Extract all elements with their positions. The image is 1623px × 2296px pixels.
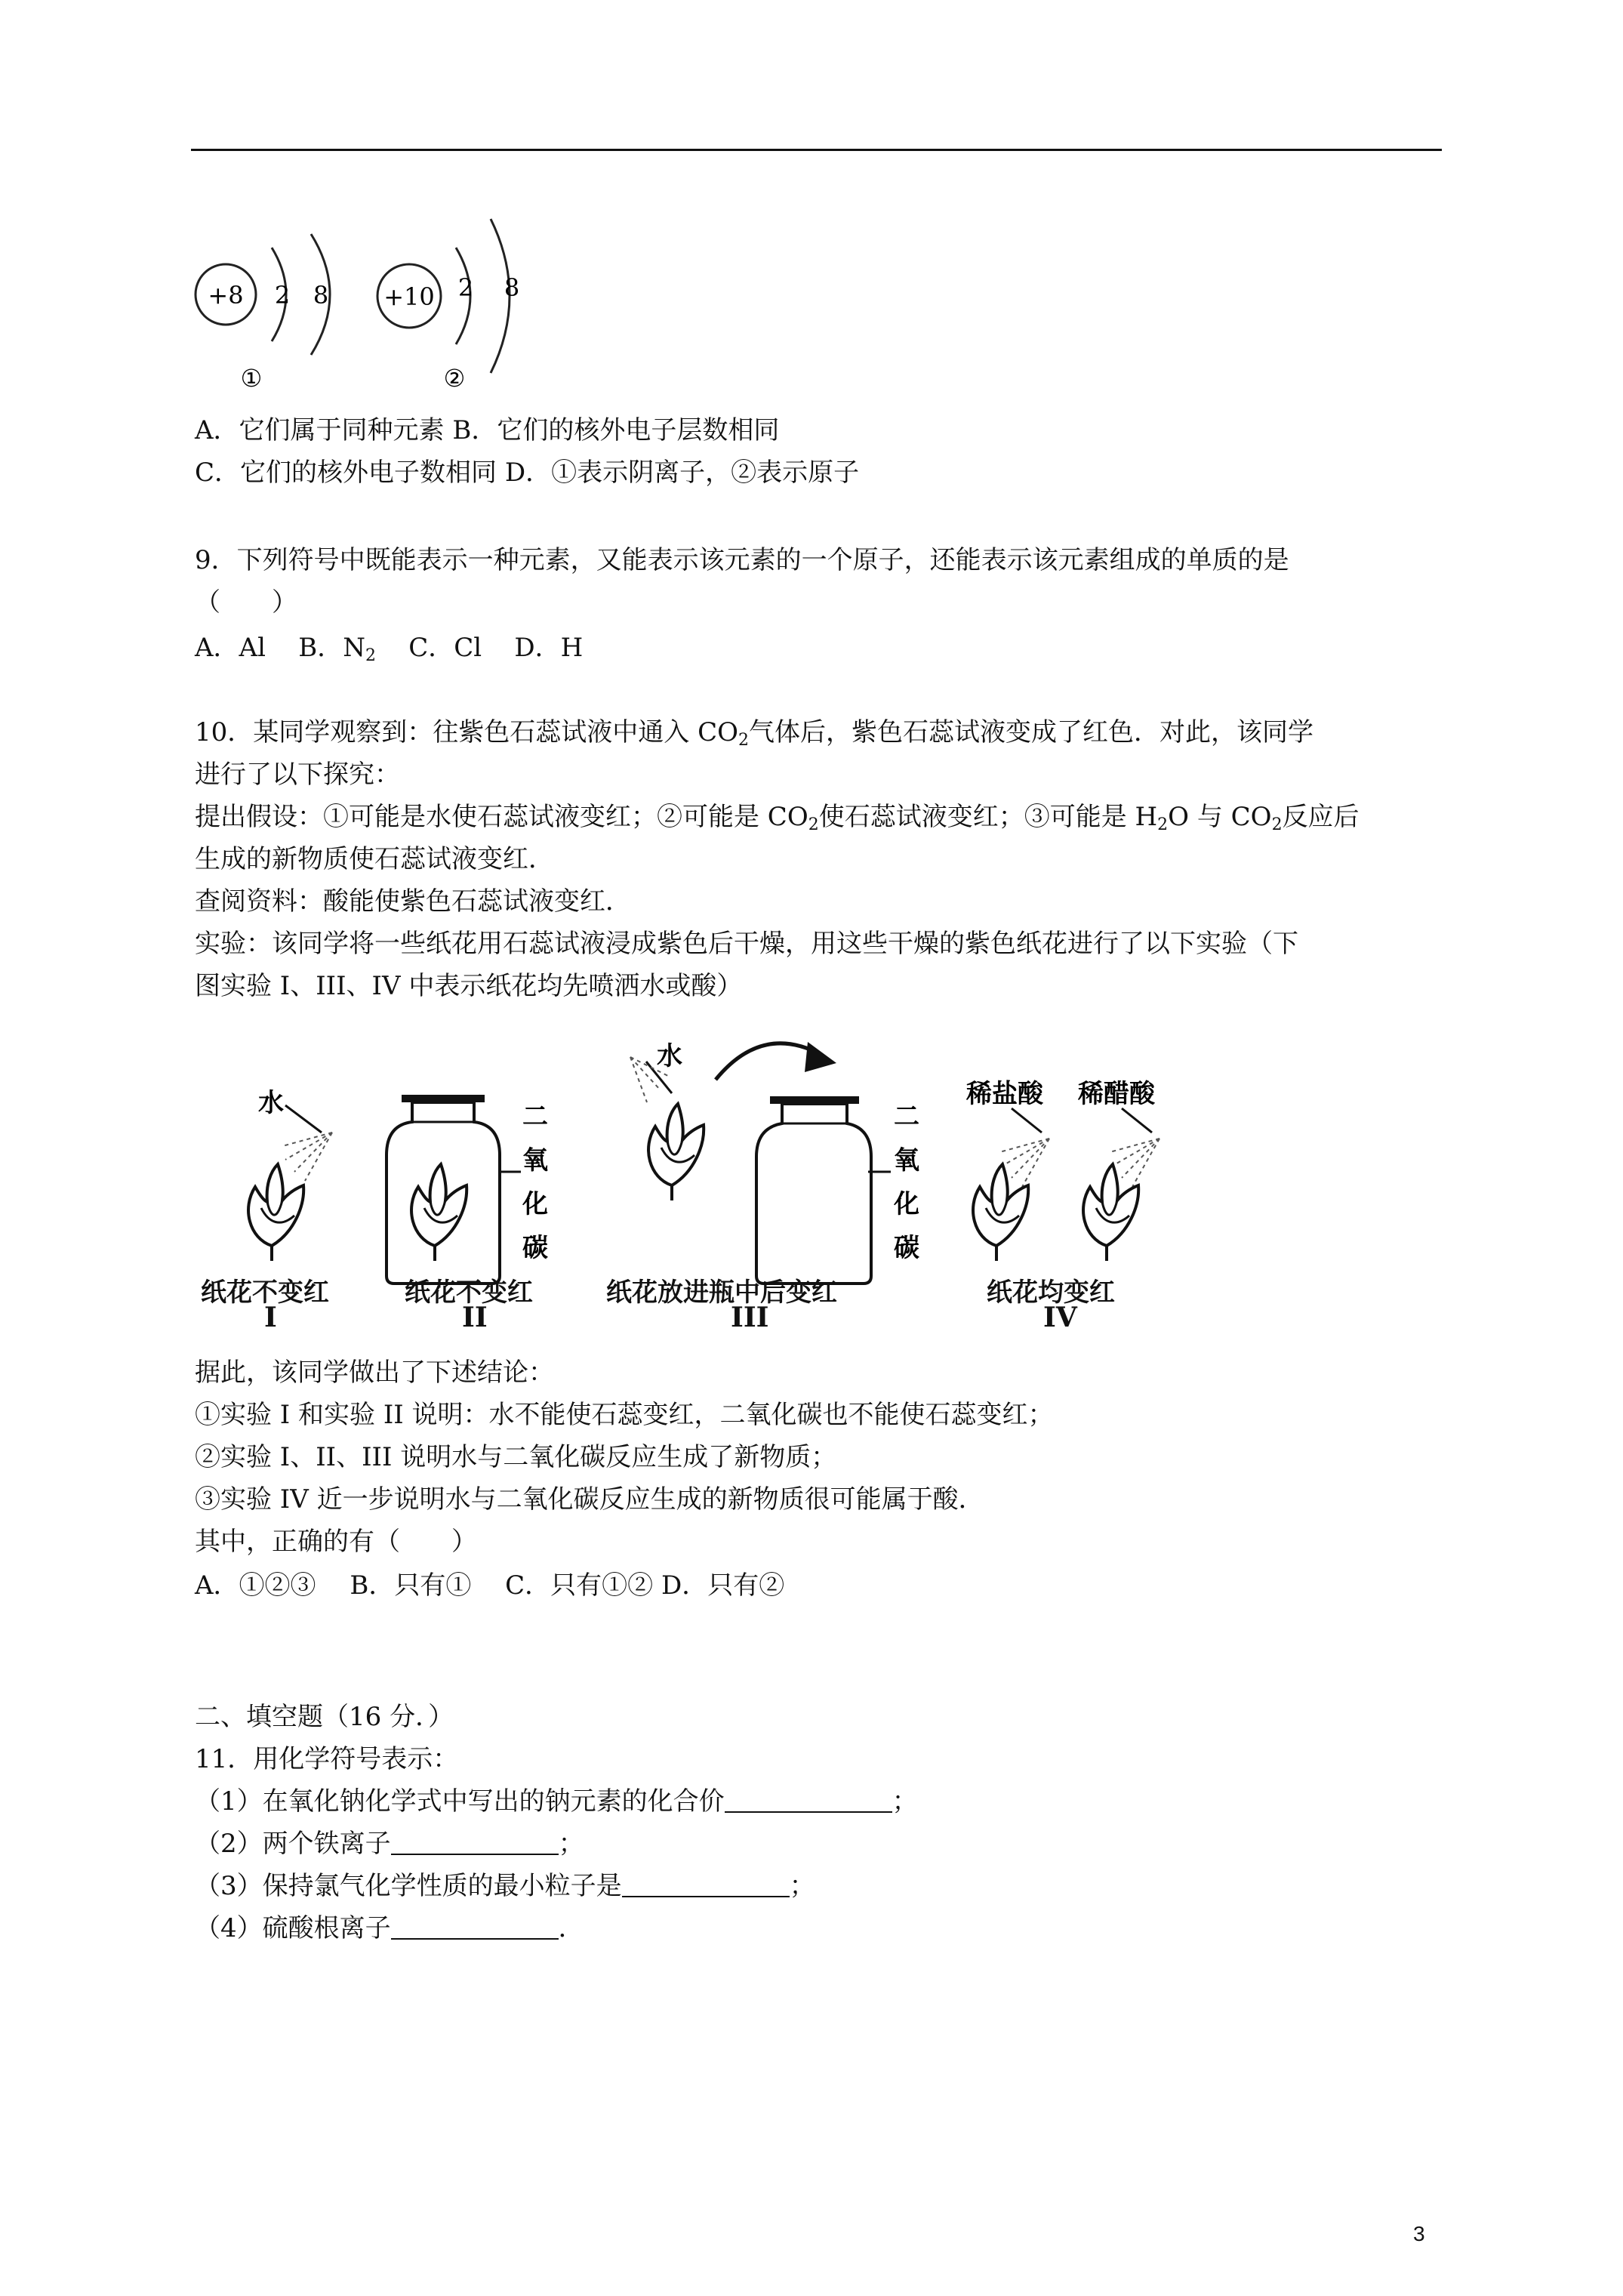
exp2-numeral: II (462, 1302, 488, 1333)
q10-conclusion-1: ①实验 I 和实验 II 说明：水不能使石蕊变红，二氧化碳也不能使石蕊变红； (195, 1400, 1054, 1430)
exp2-co2-4: 碳 (522, 1233, 548, 1263)
page-number: 3 (1413, 2222, 1425, 2245)
atom1-shell1-electrons: 2 (274, 281, 291, 310)
q10-reference: 查阅资料：酸能使紫色石蕊试液变红． (195, 886, 631, 917)
exp3-co2-3: 化 (894, 1189, 919, 1219)
exp2-co2-1: 二 (522, 1102, 548, 1132)
q8-options-cd: C．它们的核外电子数相同 D．①表示阴离子，②表示原子 (195, 458, 860, 488)
exp3-co2-2: 氧 (894, 1145, 919, 1176)
q10-options: A．①②③ B．只有① C．只有①② D．只有② (195, 1570, 785, 1601)
exp3-water-label: 水 (657, 1041, 682, 1071)
q9-option-c: C．Cl (408, 633, 482, 663)
q11-blank-1[interactable] (725, 1786, 892, 1813)
q9-option-a: A．Al (195, 633, 266, 663)
q9-options (195, 630, 583, 674)
q10-question: 其中，正确的有（ ） (195, 1527, 477, 1557)
q11-item-2: （2）两个铁离子 ； (195, 1829, 584, 1859)
q9-option-d: D．H (514, 633, 584, 663)
exp4-acid1-label: 稀盐酸 (966, 1079, 1043, 1109)
atom2-shell1-electrons: 2 (457, 273, 474, 302)
q8-options-ab: A．它们属于同种元素 B．它们的核外电子层数相同 (195, 415, 780, 445)
exp3-co2-1: 二 (894, 1102, 919, 1132)
q10-conclusion-2: ②实验 I、II、III 说明水与二氧化碳反应生成了新物质； (195, 1442, 837, 1472)
exp2-co2-2: 氧 (522, 1145, 548, 1176)
experiment-2 (387, 1095, 548, 1284)
atom1-label: ① (240, 364, 263, 393)
atom-diagram-2 (377, 219, 519, 393)
exp3-co2-4: 碳 (894, 1233, 919, 1263)
q11-blank-3[interactable] (622, 1870, 790, 1897)
exp3-numeral: III (731, 1302, 769, 1333)
atom1-nucleus: +8 (208, 281, 244, 310)
exp1-numeral: I (264, 1302, 277, 1333)
exp4-numeral: IV (1043, 1302, 1077, 1333)
experiment-3 (630, 1041, 919, 1284)
atom2-nucleus: +10 (383, 282, 435, 311)
q11-stem: 11．用化学符号表示： (195, 1744, 459, 1774)
experiment-1 (248, 1088, 332, 1261)
q9-paren: （ ） (195, 587, 297, 618)
q9-stem: 9．下列符号中既能表示一种元素，又能表示该元素的一个原子，还能表示该元素组成的单质的是 (195, 545, 1289, 575)
q10-hypothesis: 提出假设：①可能是水使石蕊试液变红；②可能是 $CO_2$使石蕊试液变红；③可能是 $H_2O$ 与 $CO_2$反应后 (195, 802, 1360, 834)
q11-blank-4[interactable] (391, 1912, 559, 1940)
exp4-caption: 纸花均变红 (987, 1277, 1115, 1308)
q9-option-b: B．$N_2$ (298, 633, 376, 665)
q11-item-1: （1）在氧化钠化学式中写出的钠元素的化合价 ； (195, 1786, 918, 1817)
exp1-water-label: 水 (258, 1088, 284, 1118)
q10-line2: 进行了以下探究： (195, 760, 400, 790)
q10-conclusion-3: ③实验 IV 近一步说明水与二氧化碳反应生成的新物质很可能属于酸． (195, 1484, 984, 1515)
exp4-acid2-label: 稀醋酸 (1078, 1079, 1155, 1109)
q10-line1: 10．某同学观察到：往紫色石蕊试液中通入 $CO_2$气体后，紫色石蕊试液变成了红色．对此，该同学 (195, 717, 1313, 750)
q11-item-3: （3）保持氯气化学性质的最小粒子是 ； (195, 1871, 815, 1901)
section-2-title: 二、填空题（16 分．） (195, 1702, 454, 1732)
q10-conclusion-intro: 据此，该同学做出了下述结论： (195, 1358, 554, 1388)
experiment-4 (965, 1079, 1160, 1261)
q10-experiment: 实验：该同学将一些纸花用石蕊试液浸成紫色后干燥，用这些干燥的紫色纸花进行了以下实验（下 (195, 929, 1298, 959)
exp2-caption: 纸花不变红 (405, 1277, 533, 1308)
atom-structure-diagrams (181, 211, 544, 400)
q10-experiment-note: 图实验 I、III、IV 中表示纸花均先喷洒水或酸） (195, 971, 743, 1001)
exp1-caption: 纸花不变红 (201, 1277, 329, 1308)
q11-item-4: （4）硫酸根离子 ． (195, 1913, 584, 1943)
atom1-shell2-electrons: 8 (313, 281, 329, 310)
header-rule (191, 149, 1442, 151)
exp3-caption: 纸花放进瓶中后变红 (606, 1277, 837, 1308)
q10-line4: 生成的新物质使石蕊试液变红． (195, 844, 554, 874)
atom2-shell2-electrons: 8 (504, 273, 520, 302)
q11-blank-2[interactable] (391, 1828, 559, 1855)
atom2-label: ② (443, 364, 466, 393)
atom-diagram-1 (196, 234, 330, 393)
exp2-co2-3: 化 (522, 1189, 548, 1219)
